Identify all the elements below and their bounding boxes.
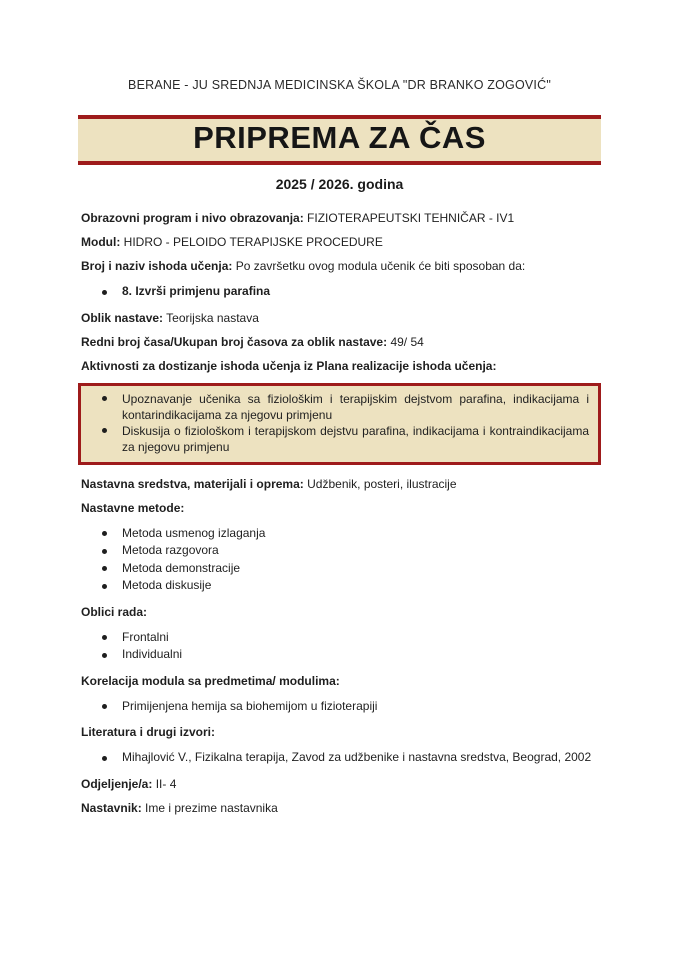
field-program-label: Obrazovni program i nivo obrazovanja: (81, 211, 304, 225)
list-item: Diskusija o fiziološkom i terapijskom dejstvu parafina, indikacijama i kontraindikacijama za njegovu primjenu (122, 423, 589, 454)
list-item: Individualni (122, 646, 601, 664)
list-item: Primijenjena hemija sa biohemijom u fizioterapiji (122, 698, 601, 716)
list-item: Metoda razgovora (122, 542, 601, 560)
field-redni-broj-value: 49/ 54 (390, 334, 424, 349)
field-modul-value: HIDRO - PELOIDO TERAPIJSKE PROCEDURE (123, 235, 383, 249)
field-aktivnosti (81, 359, 601, 373)
field-oblik-nastave-label: Oblik nastave: (81, 310, 164, 325)
field-modul (81, 235, 601, 249)
field-aktivnosti-label: Aktivnosti za dostizanje ishoda učenja iz Plana realizacije ishoda učenja: (81, 358, 497, 373)
field-ishodi-value: Po završetku ovog modula učenik će biti sposoban da: (235, 259, 526, 273)
page-title: PRIPREMA ZA ČAS (193, 120, 486, 155)
ishodi-list (81, 283, 601, 301)
list-item: Frontalni (122, 629, 601, 647)
field-redni-broj (81, 335, 601, 349)
field-odjeljenje-label: Odjeljenje/a: (81, 776, 153, 791)
field-program (81, 211, 601, 225)
school-header: BERANE - JU SREDNJA MEDICINSKA ŠKOLA "DR BRANKO ZOGOVIĆ" (128, 78, 551, 92)
korelacija-list (81, 698, 601, 716)
field-sredstva (81, 477, 601, 491)
list-item: Mihajlović V., Fizikalna terapija, Zavod za udžbenike i nastavna sredstva, Beograd, 2002 (122, 749, 601, 767)
oblici-list (81, 629, 601, 664)
field-korelacija-label: Korelacija modula sa predmetima/ modulima: (81, 673, 340, 688)
list-item: Metoda demonstracije (122, 560, 601, 578)
field-literatura (81, 725, 601, 739)
activities-list (81, 391, 589, 455)
metode-list (81, 525, 601, 595)
field-nastavnik (81, 801, 601, 815)
field-metode-label: Nastavne metode: (81, 500, 185, 515)
list-item: Metoda diskusije (122, 577, 601, 595)
list-item: Metoda usmenog izlaganja (122, 525, 601, 543)
title-banner (78, 115, 601, 165)
field-literatura-label: Literatura i drugi izvori: (81, 725, 216, 739)
document-body (81, 211, 601, 815)
field-modul-label: Modul: (81, 235, 121, 249)
school-year: 2025 / 2026. godina (275, 176, 404, 192)
activities-highlight-box (78, 383, 601, 465)
field-sredstva-value: Udžbenik, posteri, ilustracije (307, 476, 457, 491)
field-ishodi-label: Broj i naziv ishoda učenja: (81, 259, 233, 273)
field-oblici (81, 605, 601, 619)
field-sredstva-label: Nastavna sredstva, materijali i oprema: (81, 476, 304, 491)
field-nastavnik-label: Nastavnik: (81, 800, 142, 815)
field-nastavnik-value: Ime i prezime nastavnika (145, 800, 278, 815)
field-korelacija (81, 674, 601, 688)
field-odjeljenje (81, 777, 601, 791)
field-oblici-label: Oblici rada: (81, 604, 148, 619)
field-oblik-nastave-value: Teorijska nastava (166, 310, 259, 325)
literatura-list (81, 749, 601, 767)
field-redni-broj-label: Redni broj časa/Ukupan broj časova za oblik nastave: (81, 334, 388, 349)
list-item: Upoznavanje učenika sa fiziološkim i terapijskim dejstvom parafina, indikacijama i kontarindikacijama za njegovu primjenu (122, 391, 589, 422)
list-item: 8. Izvrši primjenu parafina (122, 283, 601, 301)
field-metode (81, 501, 601, 515)
field-program-value: FIZIOTERAPEUTSKI TEHNIČAR - IV1 (307, 211, 515, 225)
field-odjeljenje-value: II- 4 (155, 776, 177, 791)
field-ishodi (81, 259, 601, 273)
field-oblik-nastave (81, 311, 601, 325)
